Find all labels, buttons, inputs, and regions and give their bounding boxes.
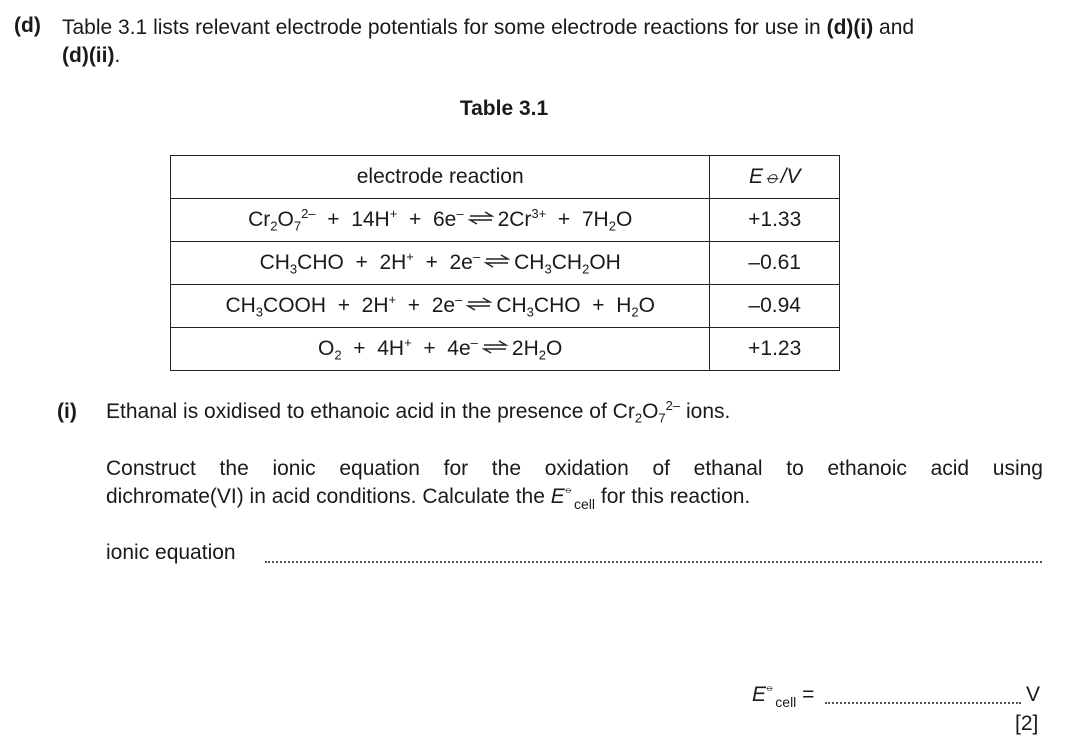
potential-cell: +1.33 [710, 199, 840, 242]
table-row [171, 242, 840, 285]
table-title: Table 3.1 [459, 97, 549, 120]
electrode-potential-table [170, 155, 840, 371]
equilibrium-arrow-icon [468, 211, 494, 225]
table-row [171, 328, 840, 371]
potential-cell: –0.61 [710, 242, 840, 285]
marks-label: [2] [1015, 712, 1039, 735]
question-d-text-end: . [114, 44, 121, 67]
instruction-line-2-start: dichromate(VI) in acid conditions. Calculate the [106, 485, 551, 508]
potential-cell: +1.23 [710, 328, 840, 371]
instruction-line-2 [106, 483, 1043, 514]
equilibrium-arrow-icon [484, 254, 510, 268]
ecell-answer-line[interactable] [825, 702, 1021, 704]
question-i-line1-end: ions. [680, 400, 731, 423]
question-i-line1: Ethanal is oxidised to ethanoic acid in the presence of [106, 400, 613, 423]
instruction-line-1: Construct the ionic equation for the oxidation of ethanal to ethanoic acid using [106, 457, 1043, 480]
question-d-text [62, 14, 1052, 70]
reaction-formula: $CH_3COOH + 2H^+ + 2e^-$ [225, 292, 463, 320]
equilibrium-arrow-icon [466, 297, 492, 311]
question-i-instructions [106, 455, 1043, 514]
equals-sign: = [802, 683, 815, 706]
table-row [171, 199, 840, 242]
header-potential: E⦵/V [710, 156, 840, 199]
ionic-equation-answer-line[interactable] [265, 561, 1042, 563]
reaction-cell [171, 199, 710, 242]
reaction-formula-products: $CH_3CH_2OH$ [514, 251, 621, 277]
reaction-formula: $O_2 + 4H^+ + 4e^-$ [318, 335, 478, 363]
question-i-text [106, 400, 730, 424]
potential-cell: –0.94 [710, 285, 840, 328]
reaction-formula: $Cr_2O_7^{2-} + 14H^+ + 6e^-$ [248, 206, 464, 234]
question-d-text-mid: and [873, 16, 915, 39]
question-label-i: (i) [57, 400, 77, 423]
ecell-answer-label: $E^⦵_{cell}$ = [752, 682, 815, 710]
table-header-row [171, 156, 840, 199]
reaction-cell [171, 242, 710, 285]
question-label-d: (d) [14, 14, 41, 37]
reaction-formula: $CH_3CHO + 2H^+ + 2e^-$ [259, 249, 481, 277]
ecell-unit: V [1026, 683, 1041, 706]
plimsoll-icon: ⦵ [563, 484, 574, 496]
reaction-formula-products: $2H_2O$ [511, 337, 563, 363]
reaction-formula-products: $2Cr^{3+} + 7H_2O$ [497, 206, 633, 234]
ecell-symbol: $E^⦵_{cell}$ [550, 484, 596, 512]
dichromate-ion: $Cr_2O_7^{2-}$ [612, 398, 681, 426]
reaction-formula-products: $CH_3CHO + H_2O$ [496, 294, 655, 320]
ref-d-ii: (d)(ii) [62, 44, 115, 67]
equilibrium-arrow-icon [482, 340, 508, 354]
ionic-equation-label: ionic equation [106, 541, 236, 564]
instruction-line-2-end: for this reaction. [595, 485, 751, 508]
table-row [171, 285, 840, 328]
reaction-cell [171, 285, 710, 328]
header-reaction: electrode reaction [171, 156, 710, 199]
reaction-cell [171, 328, 710, 371]
question-d-text-start: Table 3.1 lists relevant electrode potentials for some electrode reactions for use in [62, 16, 827, 39]
plimsoll-icon: ⦵ [765, 682, 775, 694]
ref-d-i: (d)(i) [826, 16, 874, 39]
